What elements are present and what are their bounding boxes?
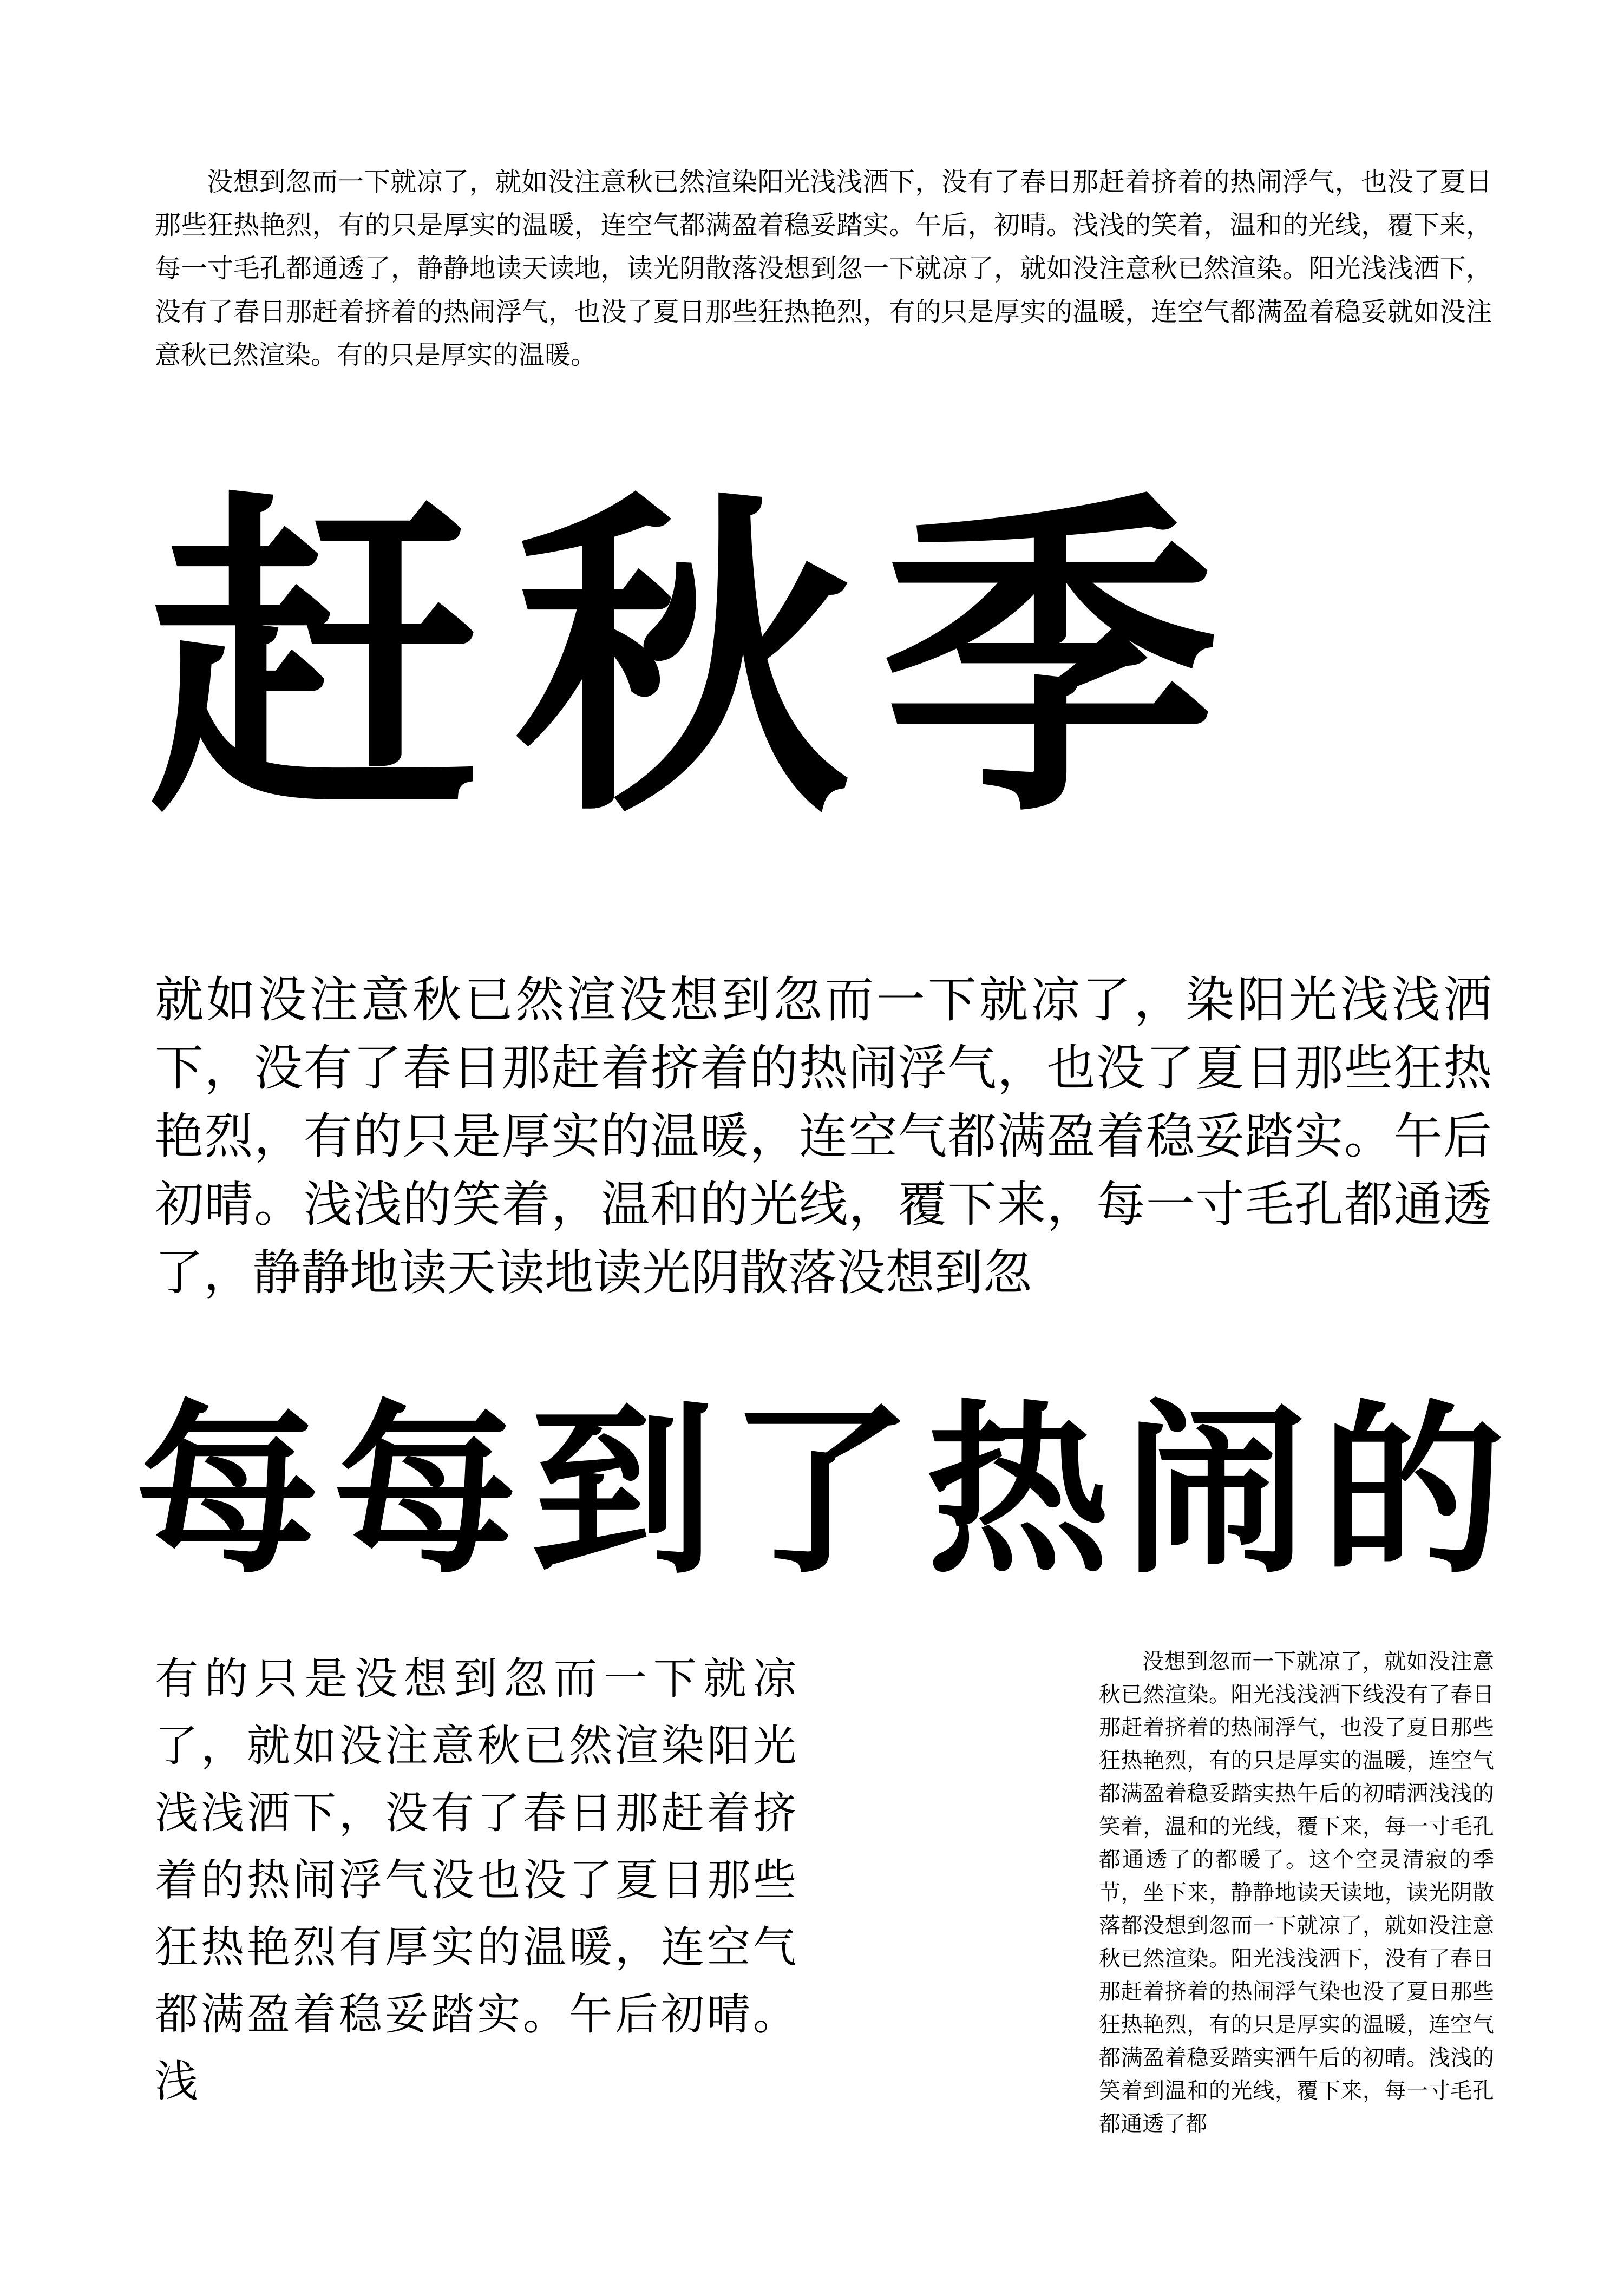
side-paragraph: 没想到忽而一下就凉了，就如没注意秋已然渲染。阳光浅浅洒下线没有了春日那赶着挤着的热闹浮气，也没了夏日那些狂热艳烈，有的只是厚实的温暖，连空气都满盈着稳妥踏实热午后的初晴洒浅浅的笑着，温和的光线，覆下来，每一寸毛孔都通透了的都暖了。这个空灵清寂的季节，坐下来，静静地读天读地，读光阴散落都没想到忽而一下就凉了，就如没注意秋已然渲染。阳光浅浅洒下，没有了春日那赶着挤着的热闹浮气染也没了夏日那些狂热艳烈，有的只是厚实的温暖，连空气都满盈着稳妥踏实洒午后的初晴。浅浅的笑着到温和的光线，覆下来，每一寸毛孔都通透了都 [1099, 1649, 1494, 2136]
intro-paragraph: 没想到忽而一下就凉了，就如没注意秋已然渲染阳光浅浅洒下，没有了春日那赶着挤着的热闹浮气，也没了夏日那些狂热艳烈，有的只是厚实的温暖，连空气都满盈着稳妥踏实。午后，初晴。浅浅的笑着，温和的光线，覆下来，每一寸毛孔都通透了，静静地读天读地，读光阴散落没想到忽一下就凉了，就如没注意秋已然渲染。阳光浅浅洒下，没有了春日那赶着挤着的热闹浮气，也没了夏日那些狂热艳烈，有的只是厚实的温暖，连空气都满盈着稳妥就如没注意秋已然渲染。有的只是厚实的温暖。 [155, 167, 1492, 370]
lower-left-paragraph: 有的只是没想到忽而一下就凉了，就如没注意秋已然渲染阳光浅浅洒下，没有了春日那赶着挤着的热闹浮气没也没了夏日那些狂热艳烈有厚实的温暖，连空气都满盈着稳妥踏实。午后初晴。浅 [155, 1654, 796, 2107]
headline-autumn: 赶秋季 [146, 463, 1250, 857]
middle-paragraph: 就如没注意秋已然渲没想到忽而一下就凉了，染阳光浅浅洒下，没有了春日那赶着挤着的热闹浮气，也没了夏日那些狂热艳烈，有的只是厚实的温暖，连空气都满盈着稳妥踏实。午后初晴。浅浅的笑着，温和的光线，覆下来，每一寸毛孔都通透了，静静地读天读地读光阴散落没想到忽 [155, 972, 1492, 1301]
headline-lively: 每每到了热闹的 [135, 1383, 1518, 1599]
